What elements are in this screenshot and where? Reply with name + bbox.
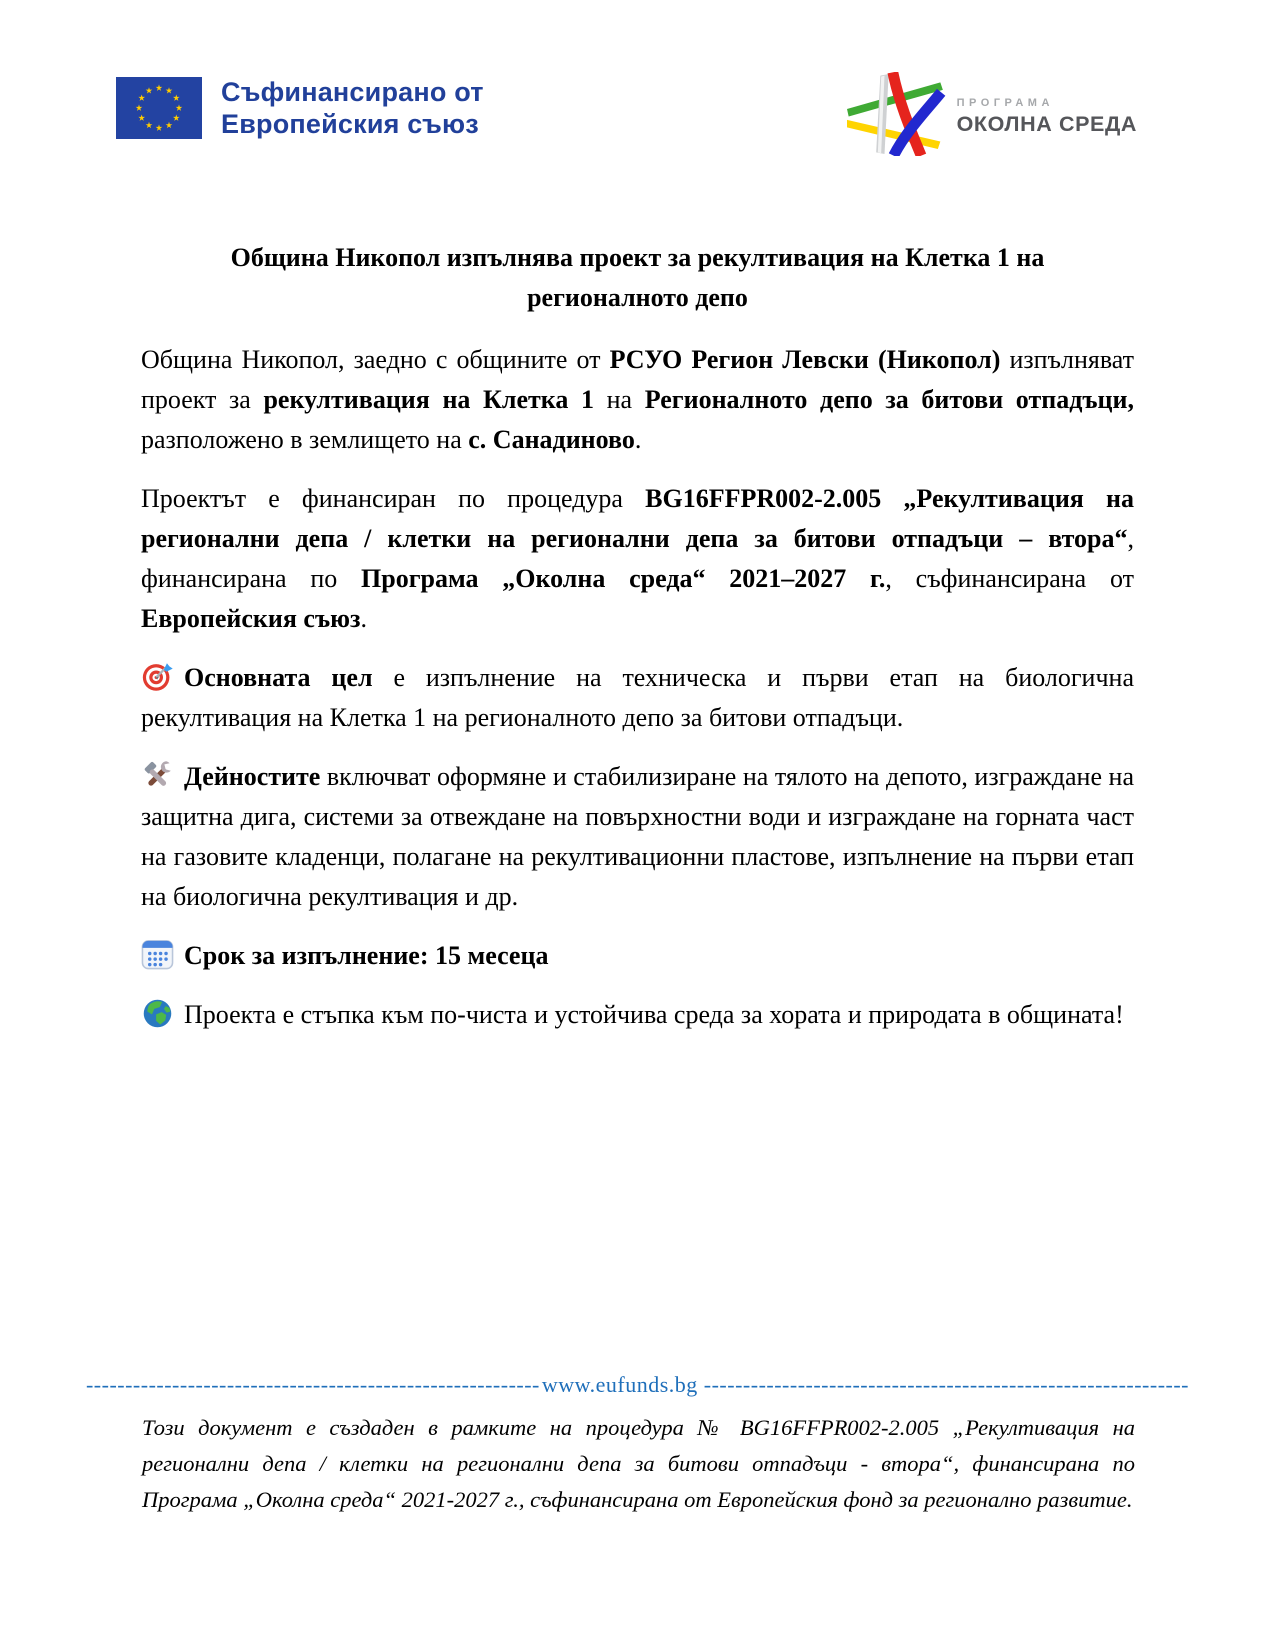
environment-program-logo [847, 72, 1137, 161]
paragraph-duration: Срок за изпълнение: 15 месеца [141, 936, 1134, 976]
footer-dashes-left: ---------------------------------------------------------- [85, 1372, 540, 1397]
program-ribbons-icon [847, 72, 947, 161]
eufunds-link[interactable]: www.eufunds.bg [541, 1372, 698, 1397]
header [0, 0, 1275, 150]
paragraph-intro: Община Никопол, заедно с общините от РСУО Регион Левски (Никопол) изпълняват проект за рекултивация на Клетка 1 на Регионалното депо за битови отпадъци, разположено в землището на с. Санадиново. [141, 345, 1135, 454]
eu-flag-icon [115, 77, 203, 139]
tools-icon [141, 759, 174, 792]
paragraph-financing: Проектът е финансиран по процедура BG16FFPR002-2.005 „Рекултивация на регионални депа / клетки на регионални депа за битови отпадъци – втора“, финансирана по Програма „Околна среда“ 2021–2027 г., съфинансирана от Европейския съюз. [141, 484, 1134, 633]
paragraph-goal: Основната цел е изпълнение на техническа и първи етап на биологична рекултивация на Клетка 1 на регионалното депо за битови отпадъци. [141, 658, 1134, 738]
document-body [141, 238, 1134, 1035]
target-icon [141, 660, 174, 693]
paragraph-impact: Проекта е стъпка към по-чиста и устойчива среда за хората и природата в общината! [141, 995, 1134, 1035]
eu-logo-text-line2: Европейския съюз [221, 109, 479, 139]
eu-logo-text [221, 76, 484, 140]
calendar-icon [141, 938, 174, 971]
footer-dashes-right: -------------------------------------------------------------- [703, 1372, 1190, 1397]
eu-cofunded-logo [115, 76, 484, 140]
program-label-top: ПРОГРАМА [956, 96, 1054, 109]
globe-icon [141, 997, 174, 1030]
page-title: Община Никопол изпълнява проект за рекултивация на Клетка 1 на регионалното депо [230, 243, 1045, 312]
footer-note: Този документ е създаден в рамките на процедура № BG16FFPR002-2.005 „Рекултивация на регионални депа / клетки на регионални депа за битови отпадъци - втора“, финансирана по Програма „Околна среда“ 2021-2027 г., съфинансирана от Европейския фонд за регионално развитие. [142, 1415, 1135, 1512]
footer [0, 1372, 1275, 1518]
program-label-main: ОКОЛНА СРЕДА [956, 111, 1137, 136]
eu-logo-text-line1: Съфинансирано от [221, 77, 484, 107]
footer-rule [0, 1372, 1275, 1398]
paragraph-activities: Дейностите включват оформяне и стабилизиране на тялото на депото, изграждане на защитна дига, системи за отвеждане на повърхностни води и изграждане на горната част на газовите кладенци, полагане на рекултивационни пластове, изпълнение на първи етап на биологична рекултивация и др. [141, 757, 1134, 917]
